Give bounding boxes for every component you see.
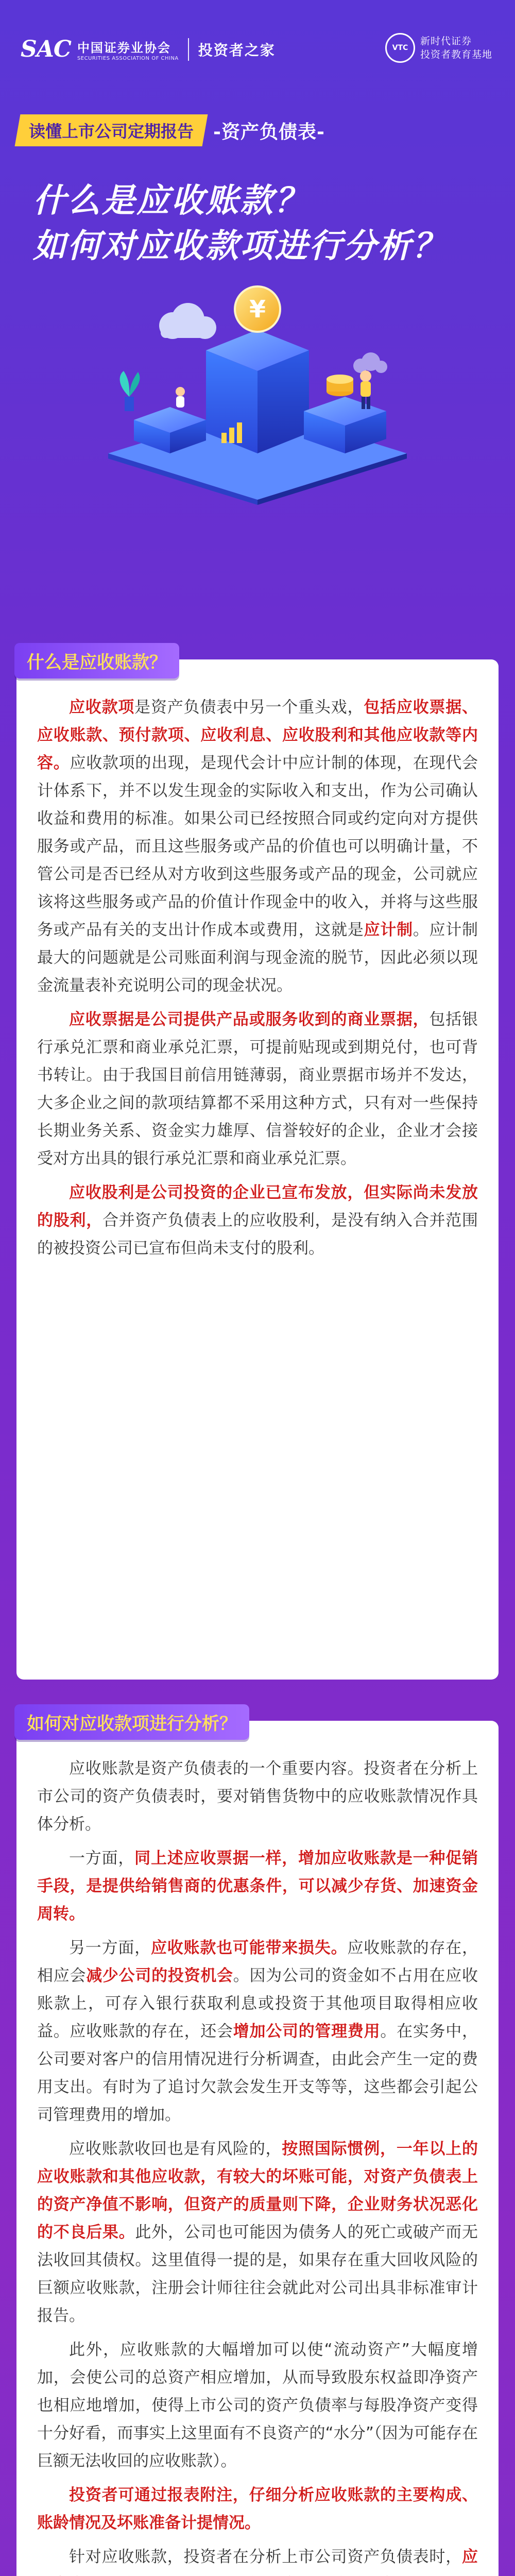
body-text: 。在实务中，公司要对客户的信用情况进行分析调查，由此会产生一定的费用支出。有时为了追讨欠款会发生开支等等，这些都会引起公司管理费用的增加。 <box>37 2022 478 2124</box>
sac-logo[interactable] <box>21 36 276 62</box>
section-how-to-analyze <box>16 1714 499 2576</box>
body-text: 。因为公司的资金如不占用在应收账款上，可存入银行获取利息或投资于其他项目取得相应收益。应收账款的存在，还会 <box>37 1967 478 2041</box>
section-what-is-receivable <box>16 652 499 1680</box>
small-cloud-icon <box>353 352 387 373</box>
series-tag <box>15 114 208 146</box>
highlight-text: 应收账款也可能带来损失。 <box>150 1939 348 1957</box>
body-text: 是资产负债表中另一个重头戏， <box>134 698 364 717</box>
series-banner <box>18 114 325 146</box>
sac-logo-mark: SAC <box>21 36 71 62</box>
paragraph <box>37 2336 478 2475</box>
paragraph <box>37 1755 478 1838</box>
isometric-finance-illustration <box>52 278 464 505</box>
logo-divider <box>188 38 189 61</box>
section-name: 投资者之家 <box>198 41 276 59</box>
coin-stack-icon <box>327 375 353 396</box>
body-text: 应收账款收回也是有风险的， <box>69 2140 282 2158</box>
paragraph <box>37 1844 478 1928</box>
org-name-block <box>77 38 179 61</box>
education-base-line1: 新时代证券 <box>420 36 472 47</box>
section-title: 什么是应收账款？ <box>14 643 179 679</box>
page-title-line1: 什么是应收账款？ <box>33 182 309 220</box>
highlight-text: 应收股利是公司投资的企业已宣布发放，但实际尚未发放的股利， <box>37 1183 478 1230</box>
section-body <box>37 1755 478 2576</box>
series-tag-text: 读懂上市公司定期报告 <box>29 122 194 141</box>
person-icon <box>360 370 371 409</box>
highlight-text: 减少公司的投资机会 <box>86 1967 233 1985</box>
paragraph <box>37 693 478 999</box>
highlight-text: 同上述应收票据一样，增加应收账款是一种促销手段，是提供给销售商的优惠条件，可以减少存货、加速资金周转。 <box>37 1849 478 1923</box>
highlight-text: 按照国际惯例，一年以上的应收账款和其他应收款，有较大的坏账可能，对资产负债表上的资产净值不影响，但资产的质量则下降，企业财务状况恶化的不良后果。 <box>37 2140 478 2242</box>
org-name-cn: 中国证券业协会 <box>77 40 171 55</box>
page-title <box>33 178 447 269</box>
body-text: 应收款项的出现，是现代会计中应计制的体现，在现代会计体系下，并不以发生现金的实际收入和支出，作为公司确认收益和费用的标准。如果公司已经按照合同或约定向对方提供服务或产品，而且这些服务或产品的价值也可以明确计量，不管公司是否已经从对方收到这些服务或产品的现金，公司就应该将这些服务或产品的价值计作现金中的收入，并将与这些服务或产品有关的支出计作成本或费用，这就是 <box>37 754 478 939</box>
body-text: 此外，公司也可能因为债务人的死亡或破产而无法收回其债权。这里值得一提的是，如果存在重大回收风险的巨额应收账款，注册会计师往往会就此对公司出具非标准审计报告。 <box>37 2223 478 2325</box>
highlight-text: 投资者可通过报表附注，仔细分析应收账款的主要构成、账龄情况及坏账准备计提情况。 <box>37 2486 478 2532</box>
cloud-icon <box>159 303 216 339</box>
highlight-text: 增加公司的管理费用 <box>233 2022 381 2041</box>
highlight-text: 应收款项 <box>69 698 135 717</box>
education-base-line2: 投资者教育基地 <box>420 49 492 60</box>
paragraph <box>37 1934 478 2129</box>
highlight-text: 应计制 <box>364 921 413 939</box>
plant-icon <box>120 371 140 411</box>
paragraph <box>37 1179 478 1262</box>
education-base-logo[interactable] <box>385 33 492 63</box>
body-text: 应收账款的存在，相应会 <box>37 1939 478 1985</box>
org-name-en: SECURITIES ASSOCIATION OF CHINA <box>77 55 179 61</box>
body-text: 包括银行承兑汇票和商业承兑汇票，可提前贴现或到期兑付，也可背书转让。由于我国目前信用链薄弱，商业票据市场并不发达，大多企业之间的款项结算都不采用这种方式，只有对一些保持长期业务关系、资金实力雄厚、信誉较好的企业，企业才会接受对方出具的银行承兑汇票和商业承兑汇票。 <box>37 1010 478 1168</box>
body-text: 针对应收账款，投资者在分析上市公司资产负债表时， <box>69 2548 462 2566</box>
body-text: 一方面， <box>69 1849 135 1868</box>
highlight-text: 应收票据是公司提供产品或服务收到的商业票据， <box>69 1010 430 1029</box>
paragraph <box>37 1006 478 1173</box>
education-base-text <box>420 35 492 61</box>
top-header <box>0 0 515 77</box>
series-subtitle: -资产负债表- <box>213 121 325 143</box>
svg-text:¥: ¥ <box>249 295 266 323</box>
body-text: 此外，应收账款的大幅增加可以使“流动资产”大幅度增加，会使公司的总资产相应增加，从而导致股东权益即净资产也相应地增加，使得上市公司的资产负债率与每股净资产变得十分好看，而事实上这里面有不良资产的“水分”（因为可能存在巨额无法收回的应收账款）。 <box>37 2341 478 2470</box>
education-base-badge-icon: VTC <box>385 33 415 63</box>
highlight-text: 包括应收票据、应收账款、预付款项、应收利息、应收股利和其他应收款等内容。 <box>37 698 478 772</box>
section-body <box>37 693 478 1268</box>
body-text: 应收账款是资产负债表的一个重要内容。投资者在分析上市公司的资产负债表时，要对销售货物中的应收账款情况作具体分析。 <box>37 1759 478 1834</box>
person-small-icon <box>176 387 185 408</box>
page-title-line2: 如何对应收款项进行分析？ <box>33 227 447 265</box>
paragraph <box>37 2135 478 2330</box>
paragraph <box>37 2543 478 2576</box>
body-text: 。应计制最大的问题就是公司账面利润与现金流的脱节，因此必须以现金流量表补充说明公司的现金状况。 <box>37 921 478 995</box>
body-text: 另一方面， <box>69 1939 151 1957</box>
paragraph <box>37 2481 478 2537</box>
highlight-text: 应 <box>462 2548 478 2566</box>
section-title: 如何对应收款项进行分析？ <box>14 1704 249 1740</box>
body-text: 合并资产负债表上的应收股利，是没有纳入合并范围的被投资公司已宣布但尚未支付的股利。 <box>37 1211 478 1258</box>
